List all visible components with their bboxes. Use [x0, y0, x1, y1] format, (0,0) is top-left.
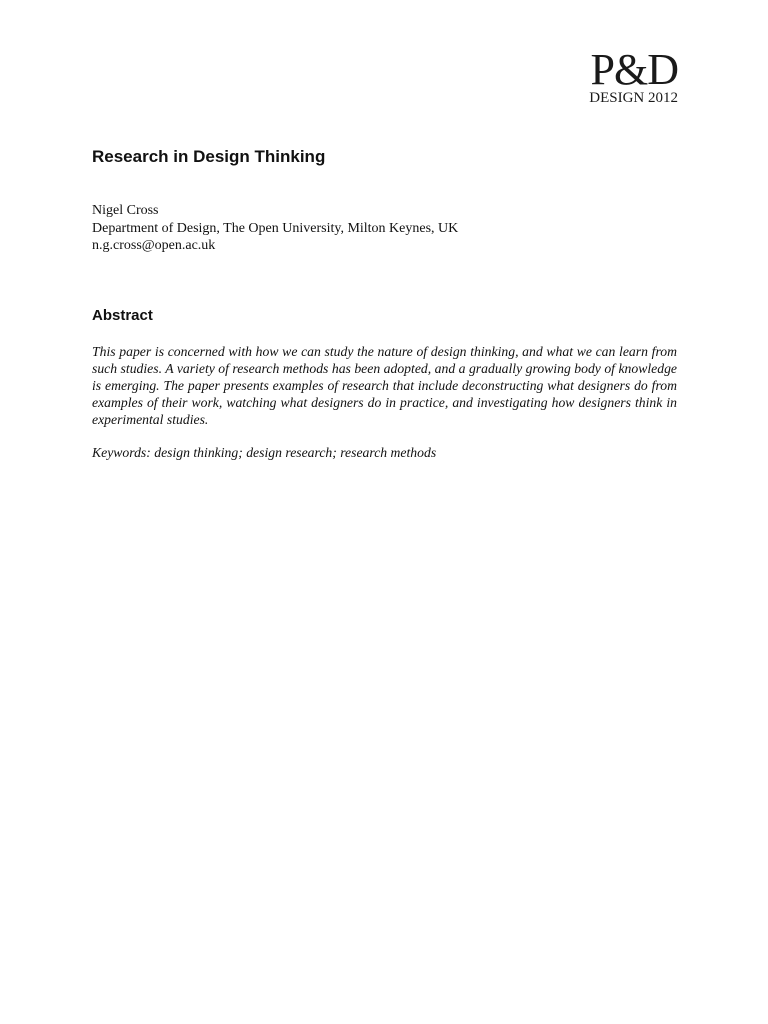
author-block [92, 202, 458, 255]
keywords-line: Keywords: design thinking; design research; research methods [92, 445, 437, 460]
author-email: n.g.cross@open.ac.uk [92, 238, 216, 253]
abstract-heading: Abstract [92, 307, 153, 324]
abstract-text: This paper is concerned with how we can study the nature of design thinking, and what we can learn from such studies. A variety of research methods has been adopted, and a gradually growing body of knowledge is emerging. The paper presents examples of research that include deconstructing what designers do from examples of their work, watching what designers do in practice, and investigating how designers think in experimental studies. [92, 344, 677, 427]
logo-subtitle: DESIGN 2012 [589, 90, 678, 106]
conference-logo [566, 45, 678, 106]
author-affiliation: Department of Design, The Open University, Milton Keynes, UK [92, 220, 459, 236]
logo-mark: P&D [590, 45, 678, 94]
author-name: Nigel Cross [92, 203, 159, 218]
paper-title: Research in Design Thinking [92, 147, 326, 166]
